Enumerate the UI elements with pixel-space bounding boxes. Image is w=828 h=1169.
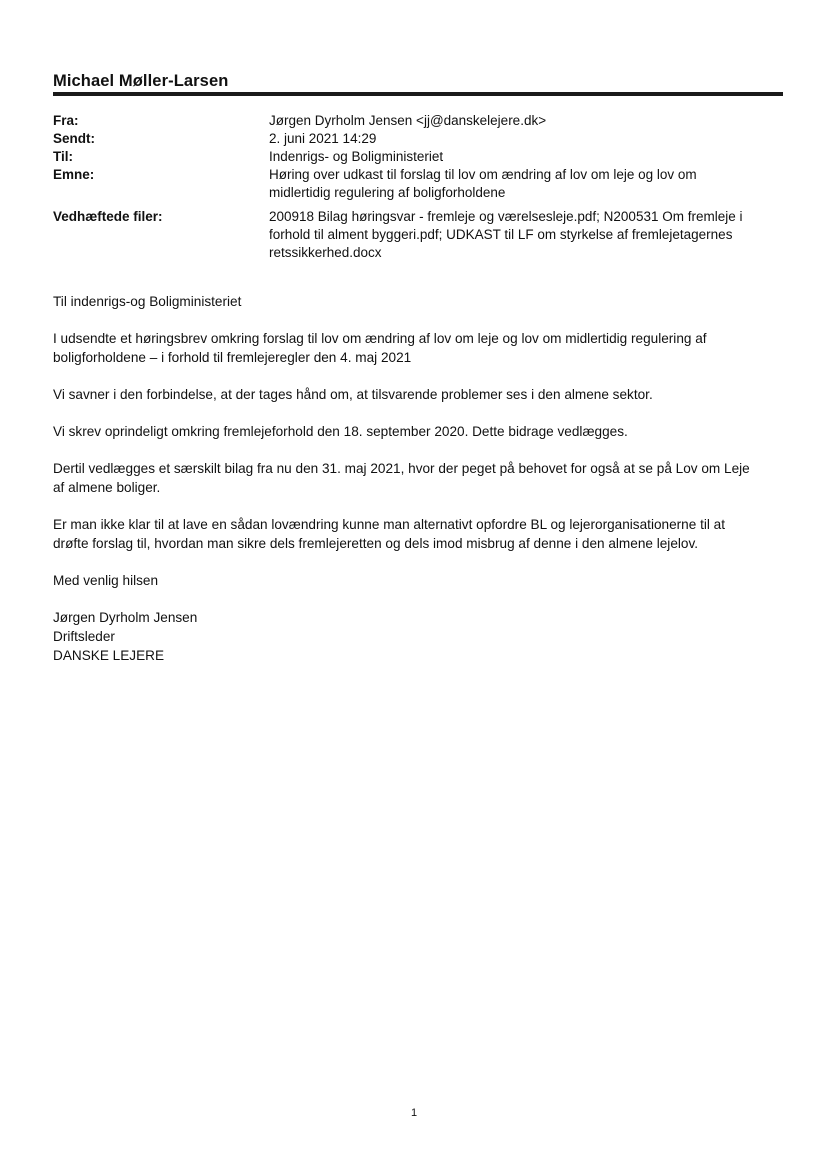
subject-line-2: midlertidig regulering af boligforholdene <box>269 185 506 200</box>
attachments-label: Vedhæftede filer: <box>53 209 163 224</box>
from-label: Fra: <box>53 113 79 128</box>
paragraph-4-line-2: af almene boliger. <box>53 480 161 495</box>
paragraph-3: Vi skrev oprindeligt omkring fremlejeforhold den 18. september 2020. Dette bidrage vedlægges. <box>53 424 628 439</box>
header-row-to <box>53 148 783 166</box>
header-row-subject <box>53 166 783 202</box>
paragraph-5-line-1: Er man ikke klar til at lave en sådan lovændring kunne man alternativt opfordre BL og lejerorganisationerne til at <box>53 517 726 532</box>
paragraph-4-line-1: Dertil vedlægges et særskilt bilag fra nu den 31. maj 2021, hvor der peget på behovet for også at se på Lov om Leje <box>53 461 750 476</box>
header-row-sent <box>53 130 783 148</box>
header-row-from <box>53 112 783 130</box>
from-value: Jørgen Dyrholm Jensen <jj@danskelejere.dk> <box>269 113 547 128</box>
attachments-line-2: forhold til alment byggeri.pdf; UDKAST til LF om styrkelse af fremlejetagernes <box>269 227 733 242</box>
mailbox-owner-name: Michael Møller-Larsen <box>53 72 229 90</box>
signature-organization: DANSKE LEJERE <box>53 648 165 663</box>
signature-title: Driftsleder <box>53 629 115 644</box>
signature-name: Jørgen Dyrholm Jensen <box>53 610 198 625</box>
paragraph-2: Vi savner i den forbindelse, at der tages hånd om, at tilsvarende problemer ses i den almene sektor. <box>53 387 653 402</box>
paragraph-1-line-2: boligforholdene – i forhold til fremlejeregler den 4. maj 2021 <box>53 350 412 365</box>
paragraph-4 <box>53 459 783 497</box>
attachments-value <box>269 208 783 262</box>
header-divider <box>53 92 783 96</box>
paragraph-5-line-2: drøfte forslag til, hvordan man sikre dels fremlejeretten og dels imod misbrug af denne i den almene lejelov. <box>53 536 699 551</box>
subject-label: Emne: <box>53 167 95 182</box>
page-number: 1 <box>410 1107 418 1119</box>
header-row-attachments <box>53 208 783 262</box>
sent-value: 2. juni 2021 14:29 <box>269 131 377 146</box>
to-value: Indenrigs- og Boligministeriet <box>269 149 444 164</box>
attachments-line-3: retssikkerhed.docx <box>269 245 382 260</box>
sent-label: Sendt: <box>53 131 95 146</box>
signature-block <box>53 608 783 665</box>
subject-line-1: Høring over udkast til forslag til lov om ændring af lov om leje og lov om <box>269 167 697 182</box>
attachments-line-1: 200918 Bilag høringsvar - fremleje og værelsesleje.pdf; N200531 Om fremleje i <box>269 209 743 224</box>
email-body <box>53 292 783 683</box>
paragraph-1 <box>53 329 783 367</box>
greeting: Til indenrigs-og Boligministeriet <box>53 294 242 309</box>
subject-value <box>269 166 783 202</box>
closing: Med venlig hilsen <box>53 573 159 588</box>
to-label: Til: <box>53 149 73 164</box>
paragraph-5 <box>53 515 783 553</box>
paragraph-1-line-1: I udsendte et høringsbrev omkring forslag til lov om ændring af lov om leje og lov om midlertidig regulering af <box>53 331 707 346</box>
email-header-block <box>53 112 783 262</box>
